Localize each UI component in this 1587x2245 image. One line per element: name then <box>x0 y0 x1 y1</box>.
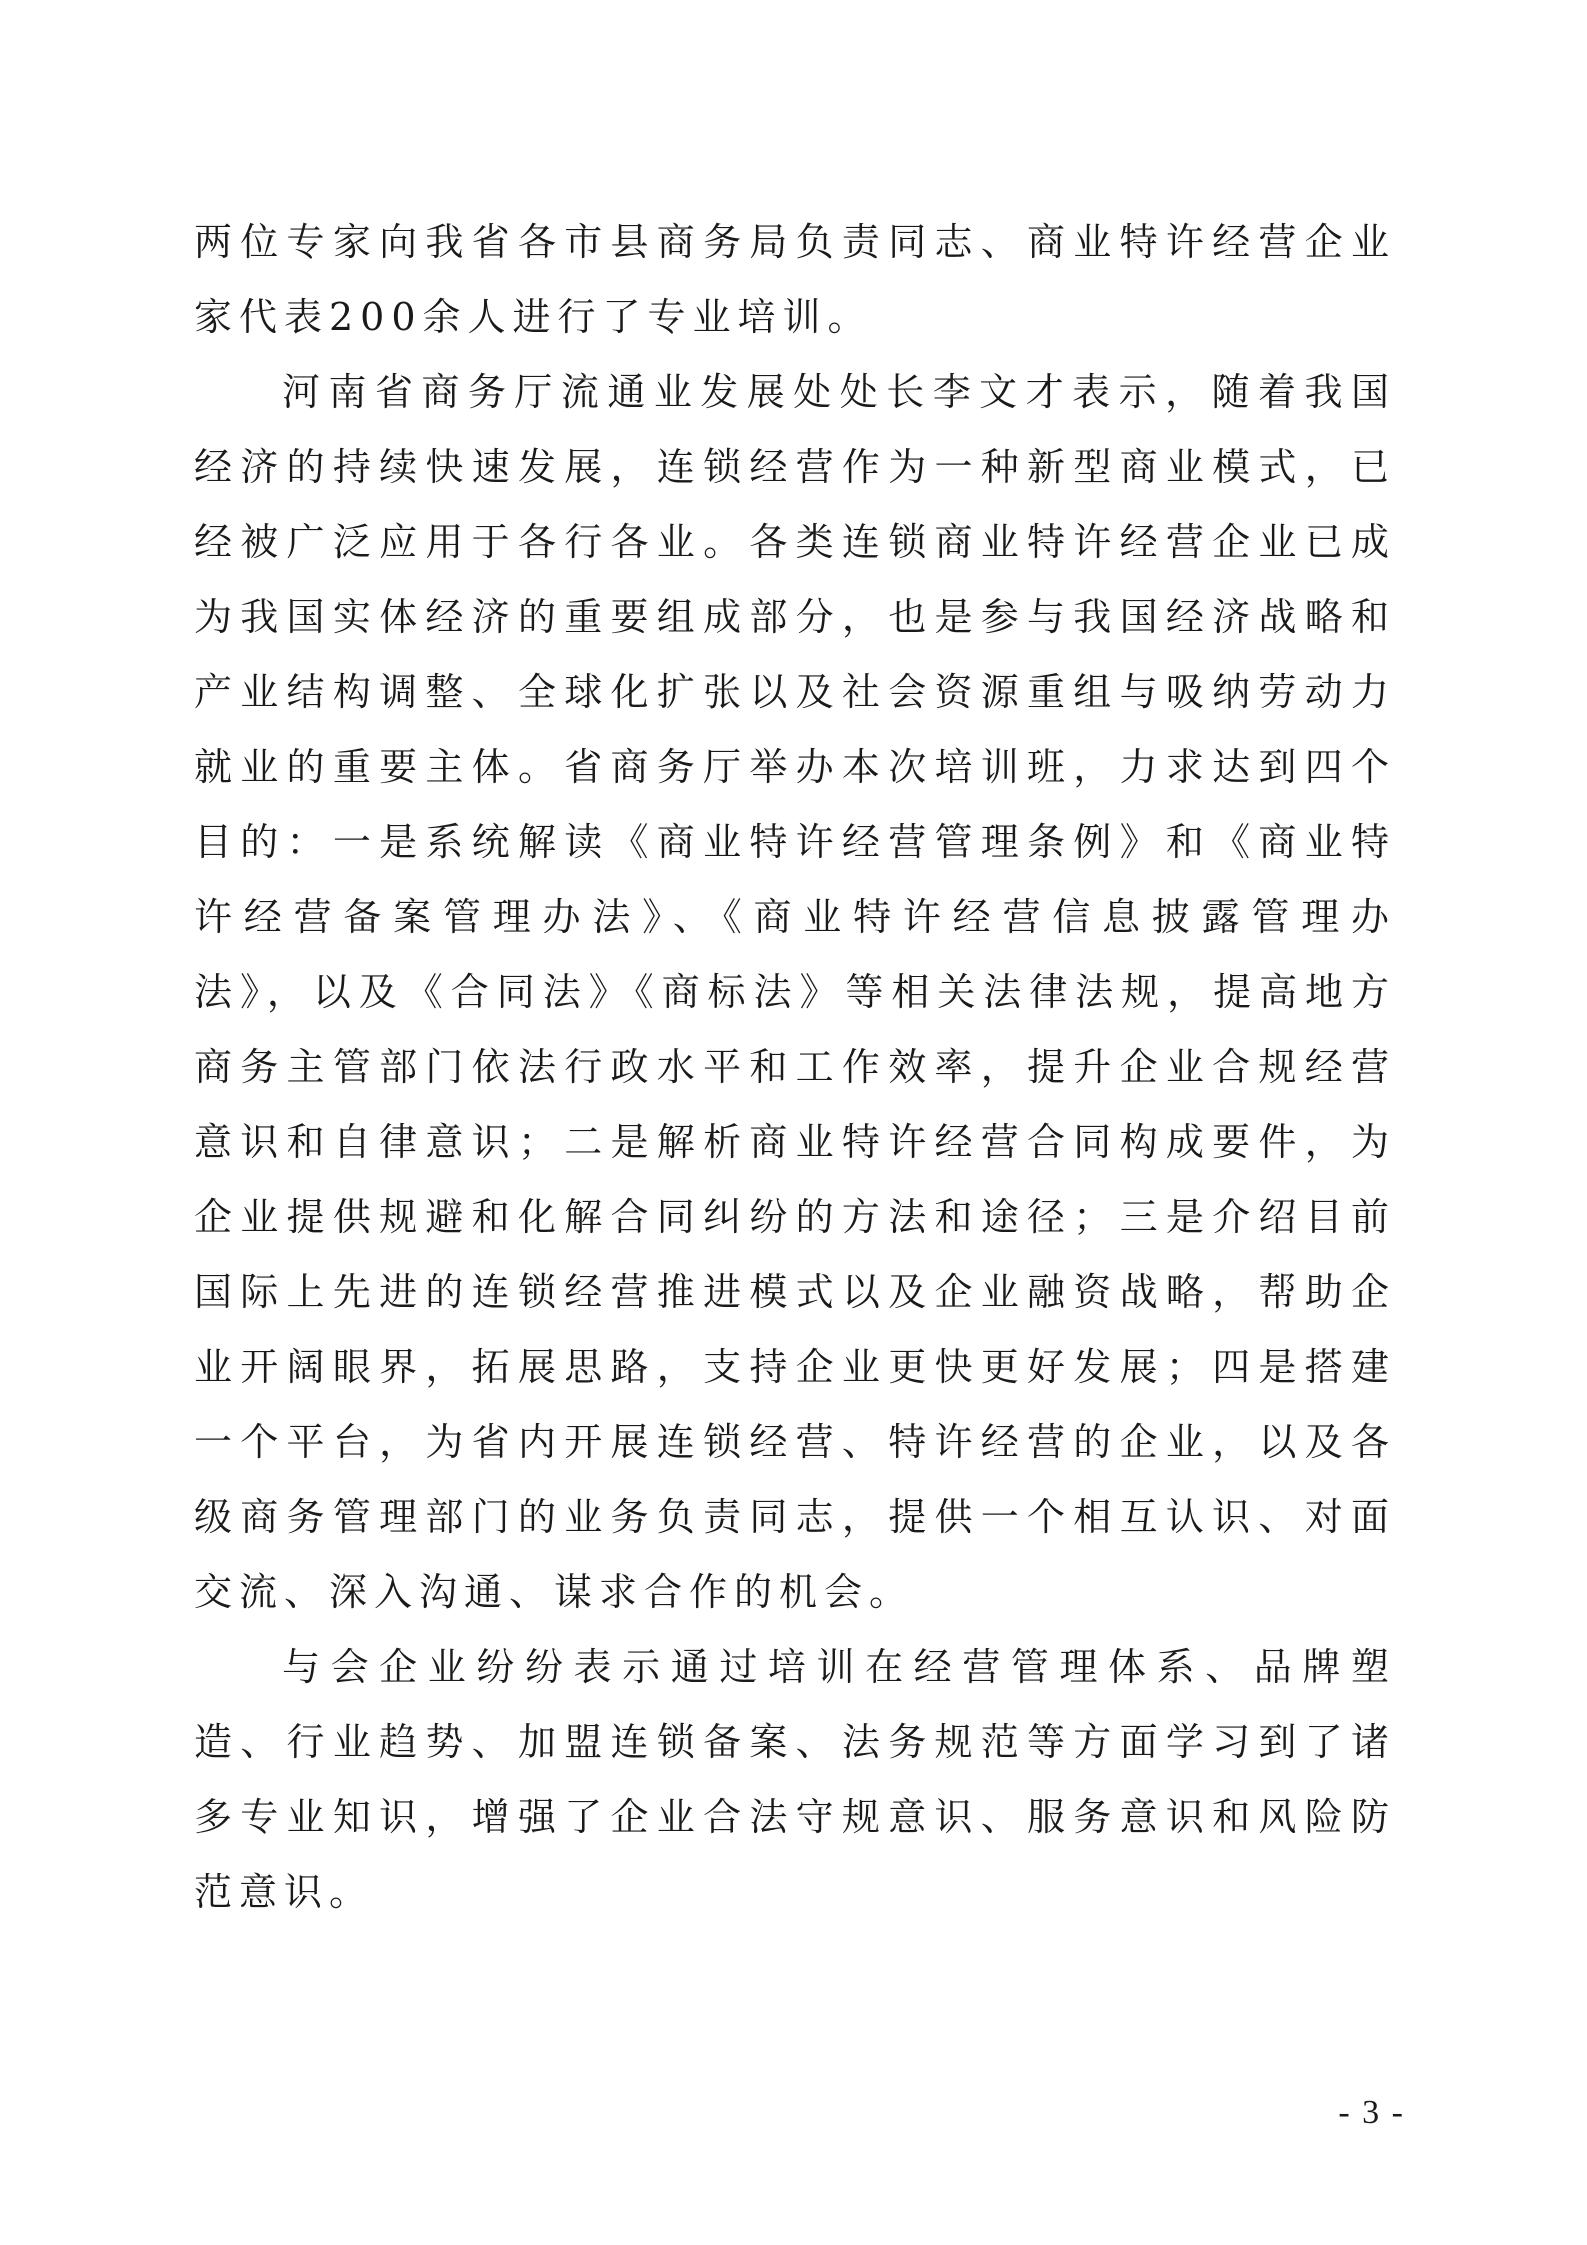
page-number: - 3 - <box>1338 2094 1405 2131</box>
body-text <box>194 205 1396 1930</box>
paragraph-director-statement: 河南省商务厅流通业发展处处长李文才表示，随着我国经济的持续快速发展，连锁经营作为一种新型商业模式，已经被广泛应用于各行各业。各类连锁商业特许经营企业已成为我国实体经济的重要组成部分，也是参与我国经济战略和产业结构调整、全球化扩张以及社会资源重组与吸纳劳动力就业的重要主体。省商务厅举办本次培训班，力求达到四个目的：一是系统解读《商业特许经营管理条例》和《商业特许经营备案管理办法》、《商业特许经营信息披露管理办法》，以及《合同法》《商标法》等相关法律法规，提高地方商务主管部门依法行政水平和工作效率，提升企业合规经营意识和自律意识；二是解析商业特许经营合同构成要件，为企业提供规避和化解合同纠纷的方法和途径；三是介绍目前国际上先进的连锁经营推进模式以及企业融资战略，帮助企业开阔眼界，拓展思路，支持企业更快更好发展；四是搭建一个平台，为省内开展连锁经营、特许经营的企业，以及各级商务管理部门的业务负责同志，提供一个相互认识、对面交流、深入沟通、谋求合作的机会。 <box>194 370 1396 1614</box>
paragraph-continuation: 两位专家向我省各市县商务局负责同志、商业特许经营企业家代表200余人进行了专业培训。 <box>194 220 1396 339</box>
paragraph-participant-feedback: 与会企业纷纷表示通过培训在经营管理体系、品牌塑造、行业趋势、加盟连锁备案、法务规范等方面学习到了诸多专业知识，增强了企业合法守规意识、服务意识和风险防范意识。 <box>194 1645 1396 1914</box>
